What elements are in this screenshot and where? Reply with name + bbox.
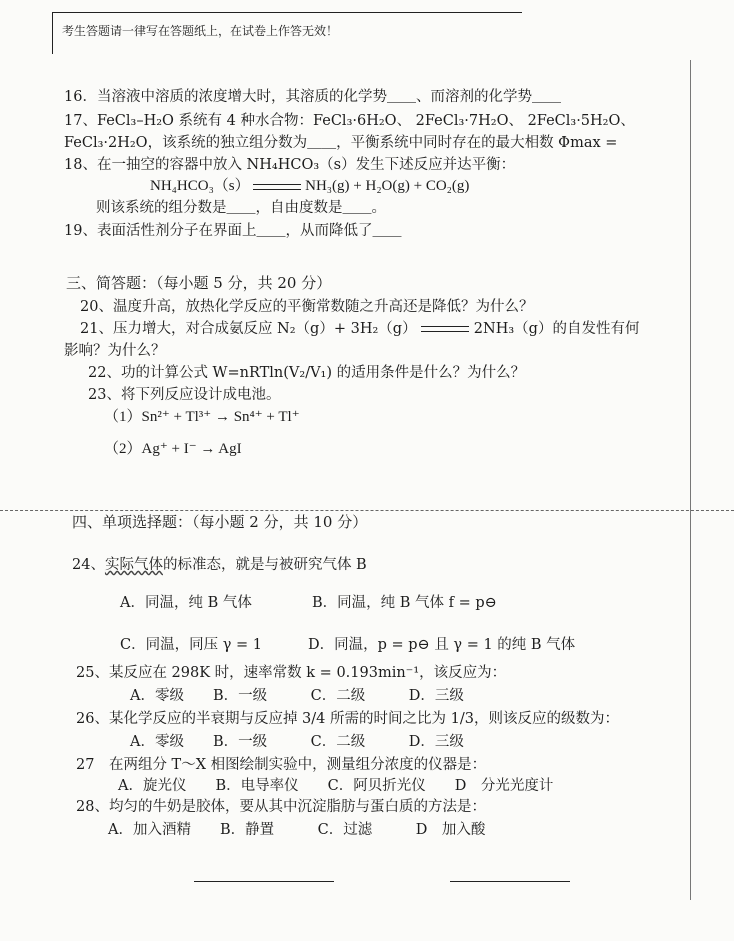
equilibrium-arrow <box>253 182 301 192</box>
q24-option-c: C．同温，同压 γ = 1 <box>120 637 262 653</box>
question-24-number: 24、 <box>72 557 105 573</box>
question-19: 19、表面活性剂分子在界面上＿＿，从而降低了＿＿ <box>64 223 402 239</box>
section-4-title: 四、单项选择题：（每小题 2 分，共 10 分） <box>72 513 368 531</box>
question-23: 23、将下列反应设计成电池。 <box>88 387 281 403</box>
question-23-1: （1）Sn²⁺ + Tl³⁺ → Sn⁴⁺ + Tl⁺ <box>104 409 300 425</box>
question-17: 17、FeCl₃–H₂O 系统有 4 种水合物：FeCl₃·6H₂O、 2FeCl₃·7H₂O、 2FeCl₃·5H₂O、 <box>64 113 635 129</box>
q24-option-a: A．同温，纯 B 气体 <box>120 595 252 611</box>
q24-option-d: D．同温，p = p⊖ 且 γ = 1 的纯 B 气体 <box>308 637 576 653</box>
section-3-title: 三、简答题：（每小题 5 分，共 20 分） <box>66 274 332 292</box>
reactant: NH₄HCO₃（s） <box>150 178 250 194</box>
bottom-rule-left <box>194 881 334 882</box>
question-21-text-b: 2NH₃（g）的自发性有何 <box>473 321 640 337</box>
question-20: 20、温度升高，放热化学反应的平衡常数随之升高还是降低？为什么？ <box>80 299 534 315</box>
q25-options: A．零级 B．一级 C．二级 D．三级 <box>130 688 464 704</box>
question-27: 27 在两组分 T～X 相图绘制实验中，测量组分浓度的仪器是： <box>76 757 487 773</box>
question-21-cont: 影响？为什么？ <box>64 343 166 359</box>
question-28: 28、均匀的牛奶是胶体，要从其中沉淀脂肪与蛋白质的方法是： <box>76 799 486 815</box>
q28-options: A．加入酒精 B．静置 C．过滤 D 加入酸 <box>108 822 486 838</box>
question-18-equation <box>150 177 469 195</box>
products: NH₃(g) + H₂O(g) + CO₂(g) <box>305 178 470 194</box>
equilibrium-arrow-2 <box>421 324 469 334</box>
question-25: 25、某反应在 298K 时，速率常数 k = 0.193min⁻¹，该反应为： <box>76 665 507 681</box>
question-24 <box>72 556 367 574</box>
left-border <box>52 12 53 54</box>
question-16: 16．当溶液中溶质的浓度增大时，其溶质的化学势＿＿、而溶剂的化学势＿＿ <box>64 89 561 105</box>
question-18: 18、在一抽空的容器中放入 NH₄HCO₃（s）发生下述反应并达平衡： <box>64 157 516 173</box>
question-17-cont: FeCl₃·2H₂O，该系统的独立组分数为＿＿，平衡系统中同时存在的最大相数 Φmax = <box>64 135 618 151</box>
top-border <box>52 12 522 13</box>
q26-options: A．零级 B．一级 C．二级 D．三级 <box>130 734 464 750</box>
question-26: 26、某化学反应的半衰期与反应掉 3/4 所需的时间之比为 1/3，则该反应的级数为： <box>76 711 619 727</box>
q27-options: A．旋光仪 B．电导率仪 C．阿贝折光仪 D 分光光度计 <box>118 778 554 794</box>
question-21 <box>80 320 639 338</box>
question-24-text: 的标准态，就是与被研究气体 B <box>162 557 367 573</box>
bottom-rule-right <box>450 881 570 882</box>
header-note: 考生答题请一律写在答题纸上，在试卷上作答无效！ <box>62 24 339 38</box>
question-22: 22、功的计算公式 W=nRTln(V₂/V₁) 的适用条件是什么？为什么？ <box>88 365 526 381</box>
question-23-2: （2）Ag⁺ + I⁻ → AgI <box>104 441 242 457</box>
right-border <box>690 60 691 900</box>
section-divider <box>0 510 734 511</box>
q24-option-b: B．同温，纯 B 气体 f = p⊖ <box>312 595 497 611</box>
question-18-cont: 则该系统的组分数是＿＿，自由度数是＿＿。 <box>96 200 386 216</box>
question-24-keyword: 实际气体 <box>104 557 163 573</box>
question-21-text-a: 21、压力增大，对合成氨反应 N₂（g）+ 3H₂（g） <box>80 321 417 337</box>
